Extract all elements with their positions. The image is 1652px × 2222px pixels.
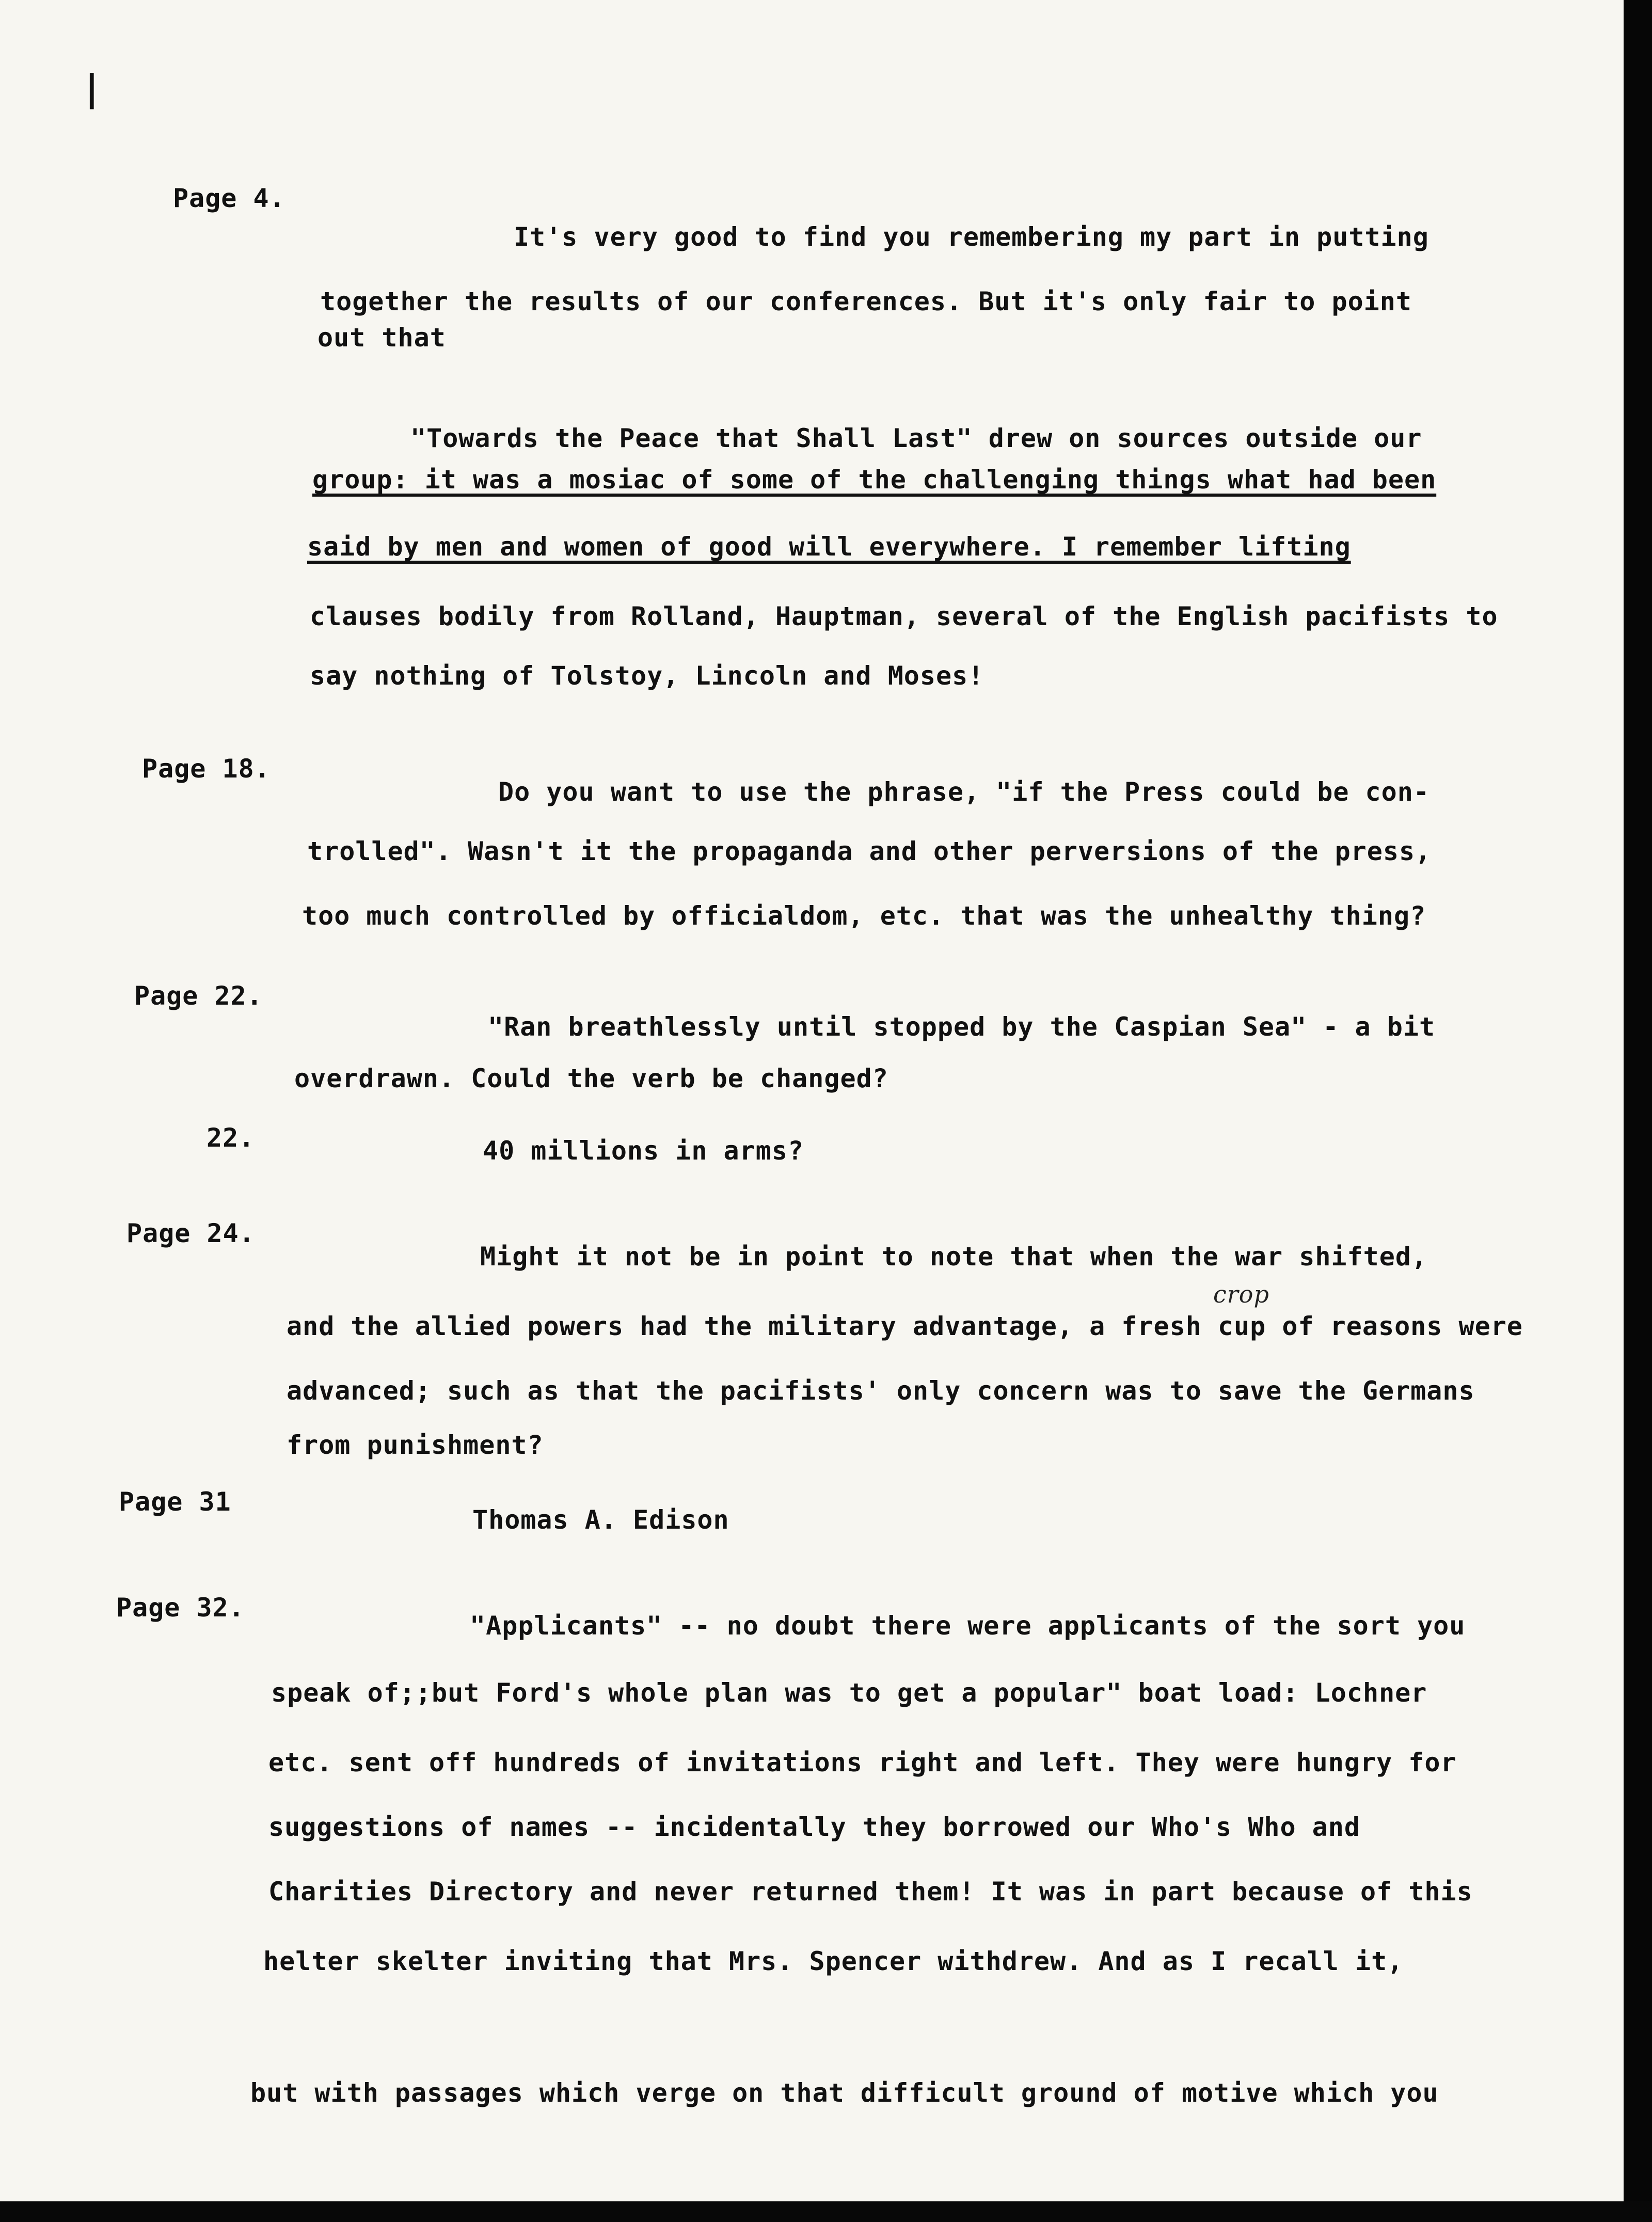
text-line: Do you want to use the phrase, "if the Press could be con- xyxy=(498,777,1429,807)
section-label-page-18: Page 18. xyxy=(142,754,271,784)
text-line: 40 millions in arms? xyxy=(483,1136,804,1166)
text-line: "Ran breathlessly until stopped by the Caspian Sea" - a bit xyxy=(488,1012,1436,1042)
text-line: suggestions of names -- incidentally they borrowed our Who's Who and xyxy=(268,1812,1360,1842)
text-line-underlined: said by men and women of good will everywhere. I remember lifting xyxy=(307,532,1351,562)
text-line-underlined: group: it was a mosiac of some of the challenging things what had been xyxy=(312,465,1437,495)
text-line: Thomas A. Edison xyxy=(472,1505,729,1535)
text-line: It's very good to find you remembering my part in putting xyxy=(514,222,1429,252)
handwritten-correction: crop xyxy=(1213,1280,1269,1308)
scan-edge-right xyxy=(1624,0,1652,2222)
text-line: too much controlled by officialdom, etc. that was the unhealthy thing? xyxy=(302,901,1426,931)
footer-text-line: but with passages which verge on that difficult ground of motive which you xyxy=(250,2078,1439,2108)
text-line: trolled". Wasn't it the propaganda and other perversions of the press, xyxy=(307,836,1432,866)
text-line: helter skelter inviting that Mrs. Spencer withdrew. And as I recall it, xyxy=(263,1946,1404,1976)
section-label-page-4: Page 4. xyxy=(173,183,285,213)
scan-edge-bottom xyxy=(0,2201,1652,2222)
text-line: Might it not be in point to note that when the war shifted, xyxy=(480,1242,1428,1272)
text-line: out that xyxy=(317,323,446,353)
text-line: speak of;;but Ford's whole plan was to get a popular" boat load: Lochner xyxy=(271,1678,1427,1708)
text-line: clauses bodily from Rolland, Hauptman, several of the English pacifists to xyxy=(310,601,1498,631)
section-label-page-24: Page 24. xyxy=(126,1218,255,1248)
text-line: advanced; such as that the pacifists' only concern was to save the Germans xyxy=(287,1376,1475,1406)
section-label-page-22: Page 22. xyxy=(134,981,263,1011)
text-line: say nothing of Tolstoy, Lincoln and Moses! xyxy=(310,661,984,691)
margin-mark: | xyxy=(85,67,99,109)
section-label-page-32: Page 32. xyxy=(116,1593,245,1623)
text-line: "Applicants" -- no doubt there were applicants of the sort you xyxy=(470,1611,1466,1641)
text-line: from punishment? xyxy=(287,1430,544,1460)
section-label-page-31: Page 31 xyxy=(119,1487,231,1517)
text-line: Charities Directory and never returned them! It was in part because of this xyxy=(268,1877,1473,1907)
text-line: etc. sent off hundreds of invitations right and left. They were hungry for xyxy=(268,1748,1457,1777)
text-line: overdrawn. Could the verb be changed? xyxy=(294,1064,888,1093)
section-label-22: 22. xyxy=(206,1123,255,1153)
text-line: "Towards the Peace that Shall Last" drew on sources outside our xyxy=(410,423,1422,453)
text-line: together the results of our conferences. But it's only fair to point xyxy=(320,287,1412,316)
text-line: and the allied powers had the military advantage, a fresh cup of reasons were xyxy=(287,1311,1523,1341)
